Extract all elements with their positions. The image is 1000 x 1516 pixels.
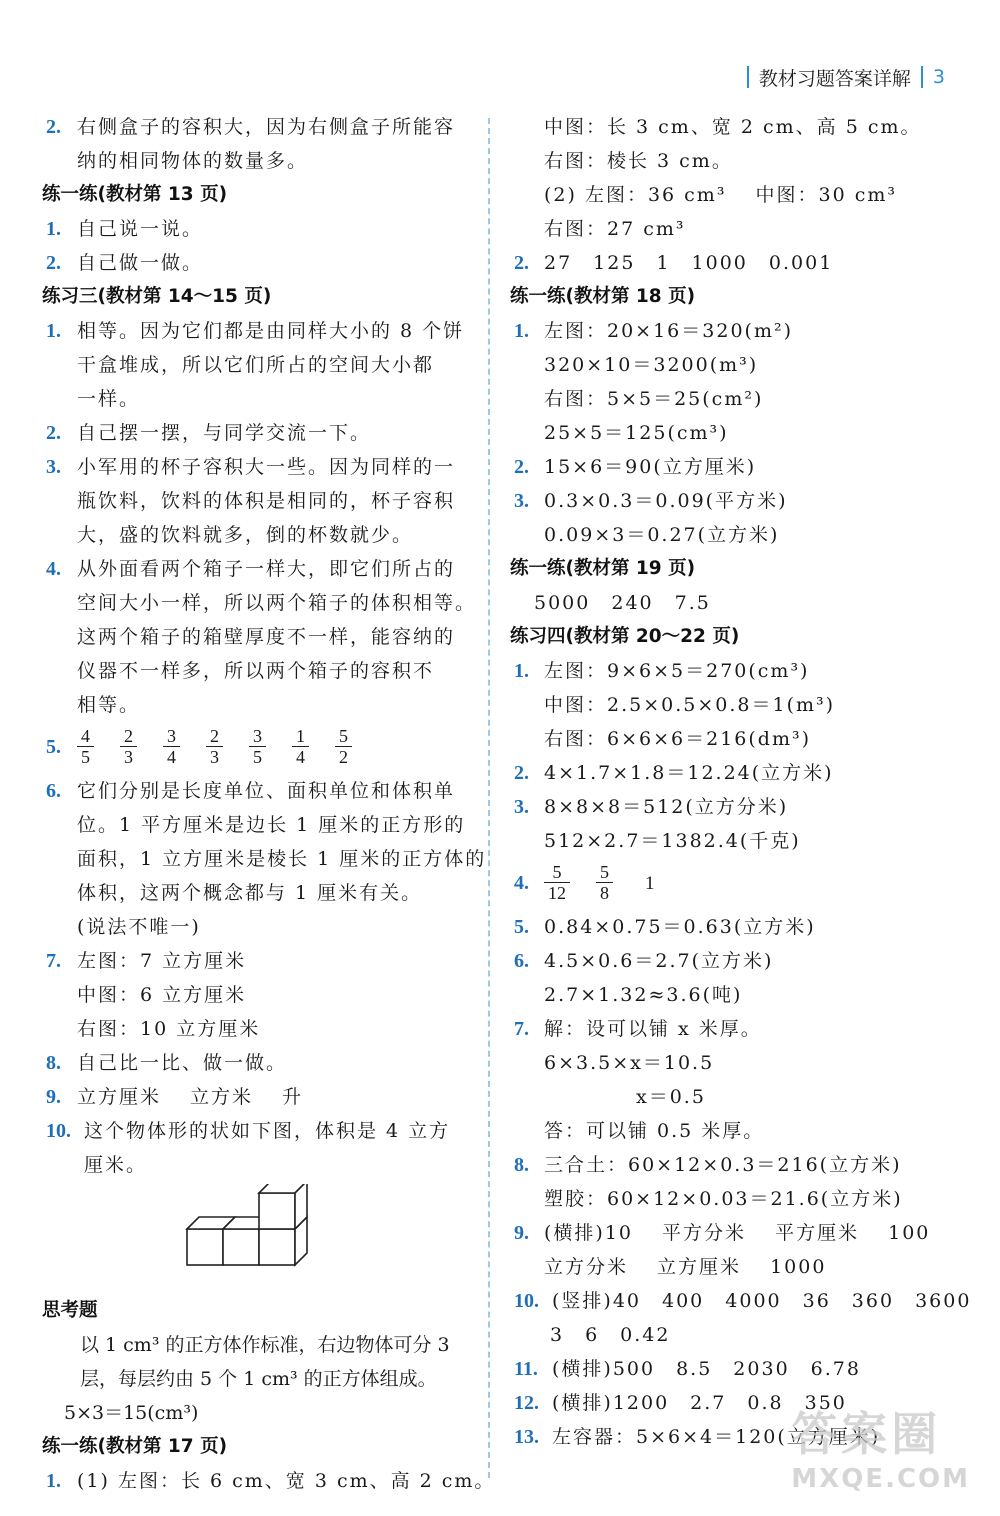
answer-text: 320×10＝3200(m³) — [544, 354, 759, 376]
answer-text: 左图：9×6×5＝270(cm³) — [544, 660, 810, 682]
answer-text: 0.84×0.75＝0.63(立方米) — [544, 916, 816, 938]
answer-text: 4.5×0.6＝2.7(立方米) — [544, 950, 774, 972]
denominator: 3 — [210, 747, 219, 767]
item-number: 7. — [514, 1018, 529, 1040]
item-number: 2. — [46, 252, 61, 274]
numerator: 5 — [552, 862, 562, 882]
numerator: 5 — [339, 726, 348, 746]
answer-line — [42, 1080, 472, 1114]
right-column — [510, 110, 972, 1454]
numerator: 2 — [210, 726, 219, 746]
item-number: 12. — [514, 1392, 539, 1414]
left-column — [42, 110, 496, 1498]
fraction — [206, 726, 223, 767]
answer-text: 这两个箱子的箱壁厚度不一样，能容纳的 — [77, 626, 456, 648]
answer-line — [510, 1148, 960, 1182]
answer-line — [42, 944, 472, 978]
answer-line — [42, 1396, 472, 1430]
item-number: 5. — [514, 916, 529, 938]
item-number: 1. — [514, 660, 529, 682]
answer-line — [42, 1464, 496, 1498]
answer-text: 相等。 — [77, 694, 141, 716]
denominator: 5 — [253, 747, 262, 767]
answer-text: (2) 左图：36 cm³ 中图：30 cm³ — [544, 184, 897, 206]
answer-line — [42, 842, 487, 876]
page-number: 3 — [932, 66, 945, 88]
answer-line — [42, 348, 472, 382]
denominator: 4 — [296, 747, 305, 767]
section-heading: 练习三(教材第 14～15 页) — [42, 286, 272, 307]
answer-text: 层，每层约由 5 个 1 cm³ 的正方体组成。 — [80, 1368, 437, 1390]
answer-text: 右图：27 cm³ — [544, 218, 686, 240]
answer-line — [510, 858, 960, 910]
answer-text: 右图：5×5＝25(cm²) — [544, 388, 764, 410]
answer-line — [42, 688, 472, 722]
fraction — [120, 726, 137, 767]
answer-line — [510, 944, 960, 978]
answer-line — [510, 756, 960, 790]
answer-line — [510, 484, 960, 518]
answer-line — [42, 876, 472, 910]
answer-line — [510, 1352, 960, 1386]
item-number: 1. — [46, 1470, 61, 1492]
answer-line — [510, 1182, 960, 1216]
answer-text: 左图：7 立方厘米 — [77, 950, 247, 972]
answer-text: 大，盛的饮料就多，倒的杯数就少。 — [77, 524, 414, 546]
item-number: 4. — [46, 558, 61, 580]
answer-line — [510, 212, 960, 246]
item-number: 7. — [46, 950, 61, 972]
answer-text: 512×2.7＝1382.4(千克) — [544, 830, 801, 852]
answer-text: 27 125 1 1000 0.001 — [544, 252, 834, 274]
answer-line — [510, 1284, 972, 1318]
answer-text: 0.09×3＝0.27(立方米) — [544, 524, 780, 546]
answer-line — [42, 1114, 472, 1148]
answer-text: x＝0.5 — [636, 1086, 706, 1108]
answer-text: 这个物体形的状如下图，体积是 4 立方 — [84, 1120, 451, 1142]
section-heading: 思考题 — [42, 1300, 98, 1321]
item-number: 2. — [46, 116, 61, 138]
answer-line — [42, 144, 472, 178]
item-number: 2. — [514, 456, 529, 478]
answer-text: 1 — [645, 873, 655, 894]
answer-line — [510, 178, 960, 212]
denominator: 2 — [339, 747, 348, 767]
answer-text: 小军用的杯子容积大一些。因为同样的一 — [77, 456, 456, 478]
answer-line — [42, 654, 472, 688]
fraction — [163, 726, 180, 767]
answer-text: 相等。因为它们都是由同样大小的 8 个饼 — [77, 320, 465, 342]
answer-text: 0.3×0.3＝0.09(平方米) — [544, 490, 788, 512]
watermark — [791, 1398, 970, 1494]
answer-text: 一样。 — [77, 388, 141, 410]
answer-line — [42, 586, 477, 620]
denominator: 12 — [548, 883, 566, 903]
answer-text: 左图：20×16＝320(m²) — [544, 320, 793, 342]
answer-line — [510, 910, 960, 944]
numerator: 4 — [81, 726, 90, 746]
item-number: 8. — [46, 1052, 61, 1074]
answer-line — [510, 450, 960, 484]
item-number: 2. — [46, 422, 61, 444]
answer-text: 右图：6×6×6＝216(dm³) — [544, 728, 811, 750]
answer-text: 右侧盒子的容积大，因为右侧盒子所能容 — [77, 116, 456, 138]
answer-text: 自己做一做。 — [77, 252, 204, 274]
answer-text: 它们分别是长度单位、面积单位和体积单 — [77, 780, 456, 802]
answer-text: 塑胶：60×12×0.03＝21.6(立方米) — [544, 1188, 903, 1210]
section-heading: 练习四(教材第 20～22 页) — [510, 626, 740, 647]
answer-line — [510, 416, 960, 450]
answer-line — [42, 1328, 472, 1362]
denominator: 3 — [124, 747, 133, 767]
answer-text: 中图：长 3 cm、宽 2 cm、高 5 cm。 — [544, 116, 922, 138]
cube-front-1 — [187, 1229, 223, 1265]
item-number: 3. — [514, 490, 529, 512]
header-title: 教材习题答案详解 — [758, 67, 911, 90]
answer-text: 纳的相同物体的数量多。 — [77, 150, 309, 172]
fraction — [292, 726, 309, 767]
answer-text: 瓶饮料，饮料的体积是相同的，杯子容积 — [77, 490, 456, 512]
numerator: 1 — [296, 726, 305, 746]
answer-text: 3 6 0.42 — [550, 1324, 671, 1346]
item-number: 9. — [514, 1222, 529, 1244]
item-number: 6. — [46, 780, 61, 802]
cube-front-2 — [223, 1229, 259, 1265]
watermark-logo: 答案圈 — [791, 1407, 942, 1461]
answer-line — [42, 518, 472, 552]
item-number: 5. — [46, 736, 61, 758]
item-number: 1. — [46, 320, 61, 342]
answer-line — [42, 450, 472, 484]
answer-text: (1) 左图：长 6 cm、宽 3 cm、高 2 cm。 — [77, 1470, 496, 1492]
answer-line — [42, 1046, 472, 1080]
answer-text: 15×6＝90(立方厘米) — [544, 456, 757, 478]
answer-text: 中图：2.5×0.5×0.8＝1(m³) — [544, 694, 836, 716]
numerator: 2 — [124, 726, 133, 746]
answer-text: 中图：6 立方厘米 — [77, 984, 247, 1006]
answer-line — [42, 110, 472, 144]
cube-figure — [182, 1184, 472, 1294]
answer-line — [510, 348, 960, 382]
answer-line — [42, 416, 472, 450]
answer-text: 体积，这两个概念都与 1 厘米有关。 — [77, 882, 423, 904]
answer-line — [510, 1114, 960, 1148]
answer-text: 立方分米 立方厘米 1000 — [544, 1256, 827, 1278]
answer-text: 立方厘米 立方米 升 — [77, 1086, 304, 1108]
numerator: 3 — [167, 726, 176, 746]
stacked-cubes-icon — [182, 1184, 332, 1289]
answer-text: 从外面看两个箱子一样大，即它们所占的 — [77, 558, 456, 580]
fraction-list — [77, 726, 352, 767]
item-number: 10. — [46, 1120, 71, 1142]
item-number: 6. — [514, 950, 529, 972]
answer-text: (横排)10 平方分米 平方厘米 100 — [544, 1222, 931, 1244]
answer-line — [510, 654, 960, 688]
answer-line — [510, 314, 960, 348]
answer-line — [510, 246, 960, 280]
answer-text: (说法不唯一) — [77, 916, 201, 938]
answer-text: (竖排)40 400 4000 36 360 3600 — [552, 1290, 972, 1312]
answer-line — [42, 910, 472, 944]
answer-text: 5×3＝15(cm³) — [64, 1402, 199, 1424]
answer-line — [42, 1148, 472, 1182]
answer-text: 8×8×8＝512(立方分米) — [544, 796, 789, 818]
answer-line — [510, 1080, 960, 1114]
column-divider — [488, 118, 490, 1478]
fraction — [544, 862, 570, 906]
answer-line — [510, 688, 960, 722]
item-number: 13. — [514, 1426, 539, 1448]
answer-text: 自己摆一摆，与同学交流一下。 — [77, 422, 372, 444]
section-heading: 练一练(教材第 13 页) — [42, 184, 228, 205]
answer-line — [42, 722, 472, 774]
fraction — [77, 726, 94, 767]
denominator: 8 — [600, 883, 609, 903]
answer-text: 厘米。 — [84, 1154, 148, 1176]
section-heading: 练一练(教材第 18 页) — [510, 286, 696, 307]
answer-line — [42, 620, 472, 654]
answer-text: 以 1 cm³ 的正方体作标准，右边物体可分 3 — [80, 1334, 450, 1356]
answer-text: (横排)500 8.5 2030 6.78 — [552, 1358, 861, 1380]
answer-line — [42, 314, 472, 348]
item-number: 1. — [514, 320, 529, 342]
answer-text: 4×1.7×1.8＝12.24(立方米) — [544, 762, 834, 784]
item-number: 1. — [46, 218, 61, 240]
answer-text: 仪器不一样多，所以两个箱子的容积不 — [77, 660, 435, 682]
answer-line — [42, 978, 472, 1012]
answer-text: 6×3.5×x＝10.5 — [544, 1052, 715, 1074]
answer-line — [510, 790, 960, 824]
fraction — [596, 862, 613, 906]
answer-text: 三合土：60×12×0.3＝216(立方米) — [544, 1154, 902, 1176]
answer-line — [42, 552, 472, 586]
answer-line — [510, 144, 960, 178]
header-right-bar — [921, 66, 923, 88]
answer-line — [42, 484, 472, 518]
answer-text: 干盒堆成，所以它们所占的空间大小都 — [77, 354, 435, 376]
header-left-bar — [747, 66, 749, 88]
answer-text: 2.7×1.32≈3.6(吨) — [544, 984, 743, 1006]
cube-front-4 — [259, 1193, 295, 1229]
item-number: 4. — [514, 872, 529, 894]
item-number: 3. — [46, 456, 61, 478]
answer-text: 面积，1 立方厘米是棱长 1 厘米的正方体的 — [77, 848, 487, 870]
answer-line — [42, 246, 472, 280]
item-number: 10. — [514, 1290, 539, 1312]
denominator: 4 — [167, 747, 176, 767]
answer-line — [42, 774, 472, 808]
denominator: 5 — [81, 747, 90, 767]
page-header — [747, 64, 945, 90]
answer-text: 自己说一说。 — [77, 218, 204, 240]
answer-line — [510, 1012, 960, 1046]
cube-front-3 — [259, 1229, 295, 1265]
answer-text: 25×5＝125(cm³) — [544, 422, 729, 444]
answer-line — [42, 1012, 472, 1046]
answer-text: 左容器：5×6×4＝120(立方厘米) — [552, 1426, 881, 1448]
item-number: 3. — [514, 796, 529, 818]
numerator: 5 — [600, 862, 609, 882]
answer-text: 5000 240 7.5 — [534, 592, 711, 614]
answer-line — [510, 1250, 960, 1284]
answer-text: 答：可以铺 0.5 米厚。 — [544, 1120, 765, 1142]
fraction — [249, 726, 266, 767]
section-heading: 练一练(教材第 17 页) — [42, 1436, 228, 1457]
watermark-url: MXQE.COM — [791, 1464, 970, 1494]
answer-line — [510, 1046, 960, 1080]
answer-text: (横排)1200 2.7 0.8 350 — [552, 1392, 847, 1414]
answer-line — [510, 1318, 960, 1352]
answer-line — [42, 382, 472, 416]
answer-text: 解：设可以铺 x 米厚。 — [544, 1018, 762, 1040]
item-number: 2. — [514, 762, 529, 784]
answer-line — [510, 382, 960, 416]
fraction — [335, 726, 352, 767]
section-heading: 练一练(教材第 19 页) — [510, 558, 696, 579]
answer-text: 位。1 平方厘米是边长 1 厘米的正方形的 — [77, 814, 466, 836]
answer-line — [510, 824, 960, 858]
answer-text: 右图：棱长 3 cm。 — [544, 150, 733, 172]
item-number: 11. — [514, 1358, 538, 1380]
answer-text: 右图：10 立方厘米 — [77, 1018, 261, 1040]
answer-line — [42, 1362, 472, 1396]
answer-line — [510, 722, 960, 756]
answer-line — [510, 518, 960, 552]
item-number: 9. — [46, 1086, 61, 1108]
item-number: 8. — [514, 1154, 529, 1176]
answer-line — [510, 978, 960, 1012]
answer-text: 自己比一比、做一做。 — [77, 1052, 288, 1074]
item-number: 2. — [514, 252, 529, 274]
answer-line — [42, 212, 472, 246]
answer-line — [510, 110, 960, 144]
fraction-list — [544, 862, 655, 906]
answer-line — [510, 586, 960, 620]
answer-line — [510, 1216, 960, 1250]
numerator: 3 — [253, 726, 262, 746]
answer-text: 空间大小一样，所以两个箱子的体积相等。 — [77, 592, 477, 614]
answer-line — [42, 808, 472, 842]
